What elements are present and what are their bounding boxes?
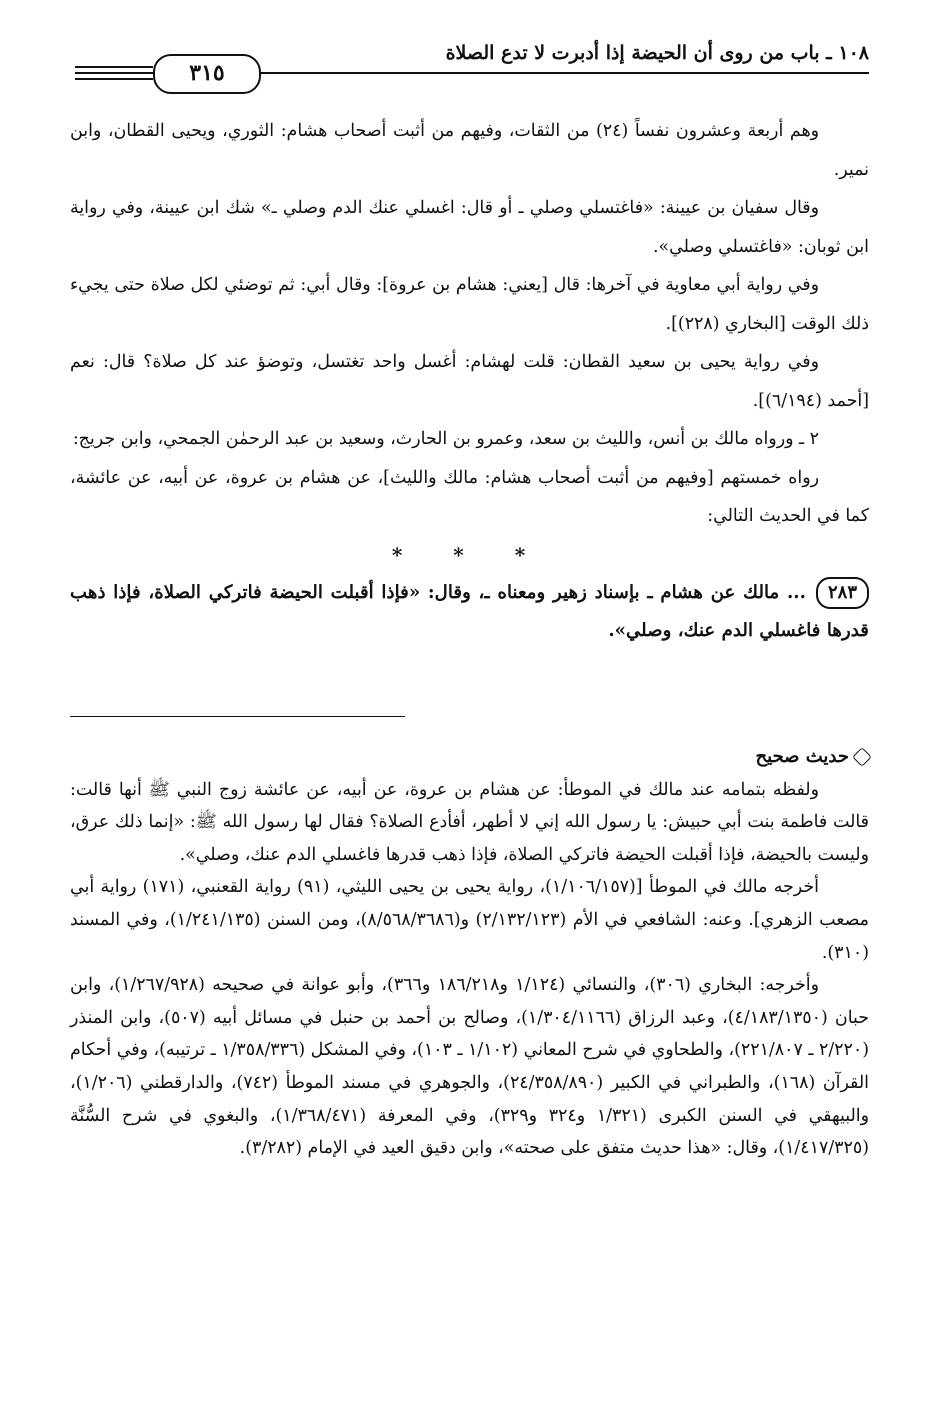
page-header: [75, 42, 869, 88]
commentary: [70, 741, 869, 1165]
hadith-number: ٢٨٣: [816, 577, 869, 609]
grade-label: حديث صحيح: [755, 746, 849, 767]
page-number-ornament: [75, 54, 265, 90]
hadith-text: ... مالك عن هشام ـ بإسناد زهير ومعناه ـ، وقال: «فإذا أقبلت الحيضة فاتركي الصلاة، فإذا ذهب قدرها فاغسلي الدم عنك، وصلي».: [70, 581, 869, 641]
paragraph-malik-takhrij: أخرجه مالك في الموطأ [(١/١٠٦/١٥٧)، رواية يحيى بن يحيى الليثي، (٩١) رواية القعنبي، (١٧١) رواية أبي مصعب الزهري]. وعنه: الشافعي في الأم (٢/١٣٢/١٢٣) و(٨/٥٦٨/٣٦٨٦)، ومن السنن (١/٢٤١/١٣٥)، وفي المسند (٣١٠).: [70, 877, 869, 963]
section-stars: * * *: [391, 542, 548, 567]
paragraph-ibn-uyaynah: وقال سفيان بن عيينة: «فاغتسلي وصلي ـ أو قال: اغسلي عنك الدم وصلي ـ» شك ابن عيينة، وفي رواية ابن ثوبان: «فاغتسلي وصلي».: [70, 198, 869, 257]
paragraph-full-wording: ولفظه بتمامه عند مالك في الموطأ: عن هشام بن عروة، عن أبيه، عن عائشة زوج النبي ﷺ أنها قالت: قالت فاطمة بنت أبي حبيش: يا رسول الله إني لا أطهر، أفأدع الصلاة؟ فقال لها رسول الله ﷺ: «إنما ذلك عرق، وليست بالحيضة، فإذا أقبلت الحيضة فاتركي الصلاة، فإذا ذهب قدرها فاغسلي الدم عنك، وصلي».: [70, 779, 869, 865]
paragraph-five-narrators: رواه خمستهم [وفيهم من أثبت أصحاب هشام: مالك والليث]، عن هشام بن عروة، عن أبيه، عن عائشة، كما في الحديث التالي:: [70, 467, 869, 526]
page-number: ٣١٥: [153, 54, 261, 94]
hadith-entry: [70, 574, 869, 651]
paragraph-malik-group: ٢ ـ ورواه مالك بن أنس، والليث بن سعد، وعمرو بن الحارث، وسعيد بن عبد الرحمٰن الجمحي، وابن جريج:: [72, 429, 819, 449]
hadith-grade: [70, 741, 869, 774]
paragraph-yahya-al-qattan: وفي رواية يحيى بن سعيد القطان: قلت لهشام: أغسل واحد تغتسل، وتوضؤ عند كل صلاة؟ قال: نعم [أحمد (٦/١٩٤)].: [70, 352, 869, 411]
section-divider: [70, 716, 405, 717]
chapter-title: ١٠٨ ـ باب من روى أن الحيضة إذا أدبرت لا تدع الصلاة: [445, 42, 869, 64]
main-text: [70, 112, 869, 651]
paragraph-narrators-count: وهم أربعة وعشرون نفساً (٢٤) من الثقات، وفيهم من أثبت أصحاب هشام: الثوري، ويحيى القطان، وابن نمير.: [70, 121, 869, 180]
paragraph-other-takhrij: وأخرجه: البخاري (٣٠٦)، والنسائي (١/١٢٤ و١٨٦/٢١٨ و٣٦٦)، وأبو عوانة في صحيحه (١/٢٦٧/٩٢٨)، وابن حبان (٤/١٨٣/١٣٥٠)، وعبد الرزاق (١/٣٠٤/١١٦٦)، وصالح بن أحمد بن حنبل في مسائل أبيه (٥٠٧)، وابن المنذر (٢/٢٢٠ ـ ٢٢١/٨٠٧)، والطحاوي في شرح المعاني (١/١٠٢ ـ ١٠٣)، وفي المشكل (١/٣٥٨/٣٣٦ ـ ترتيبه)، وفي أحكام القرآن (١٦٨)، والطبراني في الكبير (٢٤/٣٥٨/٨٩٠)، والجوهري في مسند الموطأ (٧٤٢)، والدارقطني (١/٢٠٦)، والبيهقي في السنن الكبرى (١/٣٢١ و٣٢٤ و٣٢٩)، وفي المعرفة (١/٣٦٨/٤٧١)، والبغوي في شرح السُّنَّة (١/٤١٧/٣٢٥)، وقال: «هذا حديث متفق على صحته»، وابن دقيق العيد في الإمام (٣/٢٨٢).: [70, 975, 870, 1159]
ornament-lines: [75, 66, 153, 80]
paragraph-abu-muawiyah: وفي رواية أبي معاوية في آخرها: قال [يعني: هشام بن عروة]: وقال أبي: ثم توضئي لكل صلاة حتى يجيء ذلك الوقت [البخاري (٢٢٨)].: [70, 275, 869, 334]
diamond-icon: [852, 747, 872, 767]
